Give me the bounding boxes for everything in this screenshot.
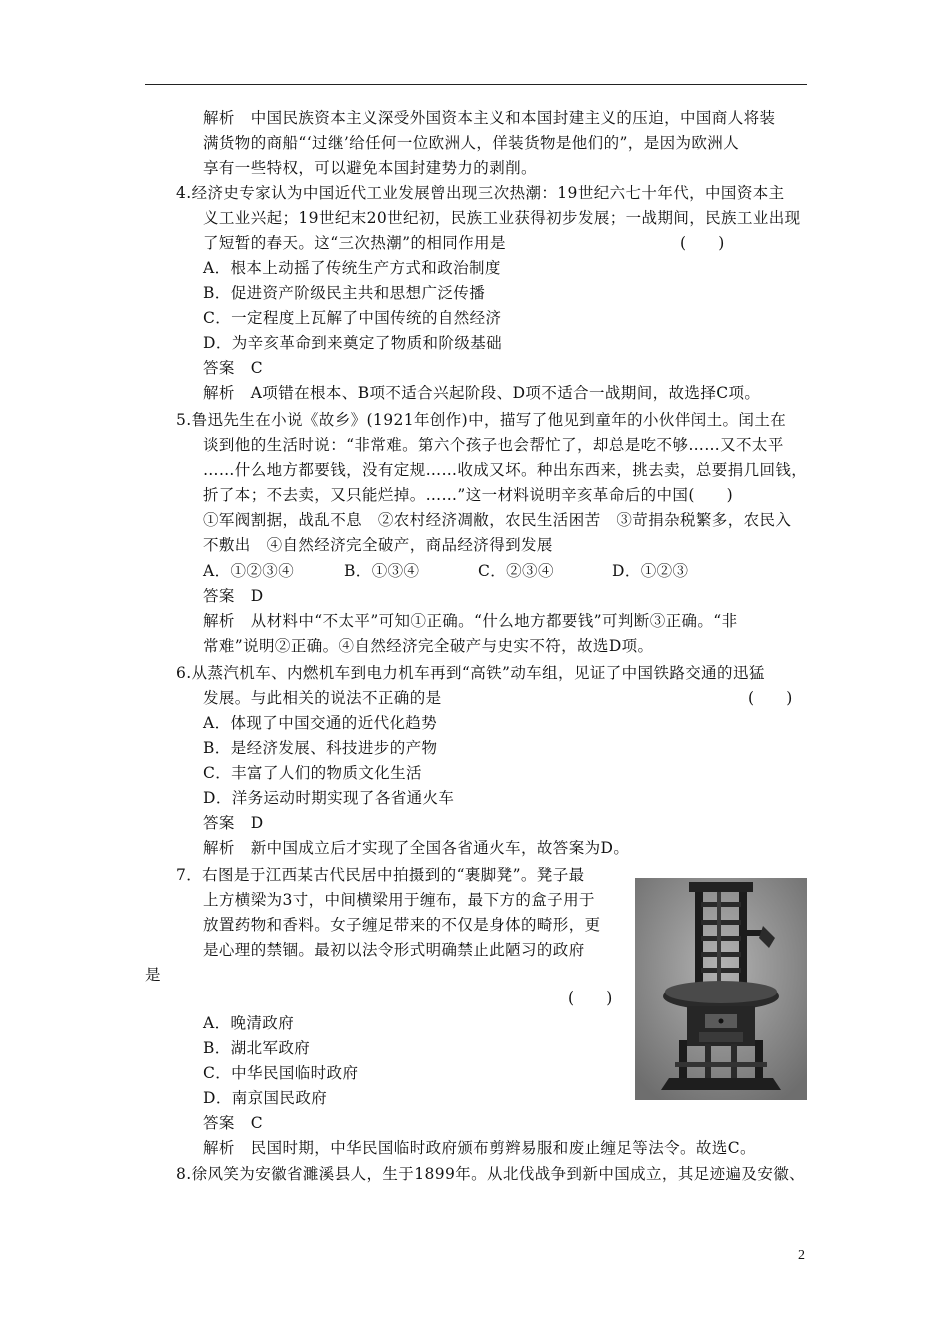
foot-binding-stool-image — [635, 878, 807, 1100]
text-line: 8.徐风笑为安徽省濉溪县人，生于1899年。从北伐战争到新中国成立，其足迹遍及安徽、 — [176, 1165, 806, 1183]
text-line: ……什么地方都要钱，没有定规……收成又坏。种出东西来，挑去卖，总要捐几回钱， — [203, 461, 808, 479]
text-line: B．①③④ — [344, 562, 420, 580]
text-line: A．①②③④ — [203, 562, 295, 580]
text-line: B．是经济发展、科技进步的产物 — [203, 739, 438, 757]
text-line: 答案 D — [203, 587, 264, 605]
text-line: A．根本上动摇了传统生产方式和政治制度 — [203, 259, 501, 277]
page-number: 2 — [798, 1248, 805, 1263]
text-line: B．促进资产阶级民主共和思想广泛传播 — [203, 284, 486, 302]
text-line: D．①②③ — [612, 562, 689, 580]
text-line: 答案 D — [203, 814, 264, 832]
text-line: 放置药物和香料。女子缠足带来的不仅是身体的畸形，更 — [203, 916, 601, 934]
text-line: 4.经济史专家认为中国近代工业发展曾出现三次热潮：19世纪六七十年代，中国资本主 — [176, 184, 785, 202]
text-line: 答案 C — [203, 359, 263, 377]
text-line: 享有一些特权，可以避免本国封建势力的剥削。 — [203, 159, 537, 177]
text-line: 解析 A项错在根本、B项不适合兴起阶段、D项不适合一战期间，故选择C项。 — [203, 384, 761, 402]
text-line: 是心理的禁锢。最初以法令形式明确禁止此陋习的政府 — [203, 941, 585, 959]
text-line: ①军阀割据，战乱不息 ②农村经济凋敝，农民生活困苦 ③苛捐杂税繁多，农民入 — [203, 511, 792, 529]
foot-binding-stool-photo — [635, 878, 807, 1100]
text-line: ( ) — [748, 689, 793, 707]
text-line: 发展。与此相关的说法不正确的是 — [203, 689, 442, 707]
text-line: 折了本；不去卖，又只能烂掉。……”这一材料说明辛亥革命后的中国( ) — [203, 486, 734, 504]
text-line: C．一定程度上瓦解了中国传统的自然经济 — [203, 309, 502, 327]
text-line: ( ) — [568, 989, 613, 1007]
text-line: 解析 新中国成立后才实现了全国各省通火车，故答案为D。 — [203, 839, 630, 857]
text-line: C．丰富了人们的物质文化生活 — [203, 764, 422, 782]
text-line: 义工业兴起；19世纪末20世纪初，民族工业获得初步发展；一战期间，民族工业出现 — [203, 209, 801, 227]
text-line: D．为辛亥革命到来奠定了物质和阶级基础 — [203, 334, 503, 352]
text-line: B．湖北军政府 — [203, 1039, 311, 1057]
text-line: C．②③④ — [478, 562, 554, 580]
text-line: 解析 民国时期，中华民国临时政府颁布剪辫易服和废止缠足等法令。故选C。 — [203, 1139, 756, 1157]
text-line: D．南京国民政府 — [203, 1089, 328, 1107]
text-line: ( ) — [680, 234, 725, 252]
text-line: 谈到他的生活时说：“非常难。第六个孩子也会帮忙了，却总是吃不够……又不太平 — [203, 436, 784, 454]
text-line: 满货物的商船“‘过继’给任何一位欧洲人，佯装货物是他们的”，是因为欧洲人 — [203, 134, 740, 152]
text-line: 6.从蒸汽机车、内燃机车到电力机车再到“高铁”动车组，见证了中国铁路交通的迅猛 — [176, 664, 765, 682]
text-line: 解析 从材料中“不太平”可知①正确。“什么地方都要钱”可判断③正确。“非 — [203, 612, 738, 630]
text-line: D．洋务运动时期实现了各省通火车 — [203, 789, 455, 807]
text-line: 上方横梁为3寸，中间横梁用于缠布，最下方的盒子用于 — [203, 891, 595, 909]
text-line: C．中华民国临时政府 — [203, 1064, 359, 1082]
text-line: 5.鲁迅先生在小说《故乡》(1921年创作)中，描写了他见到童年的小伙伴闰土。闰土在 — [176, 411, 787, 429]
text-line: 解析 中国民族资本主义深受外国资本主义和本国封建主义的压迫，中国商人将装 — [203, 109, 776, 127]
header-rule — [145, 84, 807, 85]
text-line: 了短暂的春天。这“三次热潮”的相同作用是 — [203, 234, 506, 252]
text-line: A．体现了中国交通的近代化趋势 — [203, 714, 438, 732]
text-line: 不敷出 ④自然经济完全破产，商品经济得到发展 — [203, 536, 553, 554]
text-line: 7．右图是于江西某古代民居中拍摄到的“裹脚凳”。凳子最 — [176, 866, 585, 884]
text-line: A．晚清政府 — [203, 1014, 295, 1032]
text-line: 答案 C — [203, 1114, 263, 1132]
text-line: 常难”说明②正确。④自然经济完全破产与史实不符，故选D项。 — [203, 637, 654, 655]
text-line: 是 — [145, 966, 161, 984]
